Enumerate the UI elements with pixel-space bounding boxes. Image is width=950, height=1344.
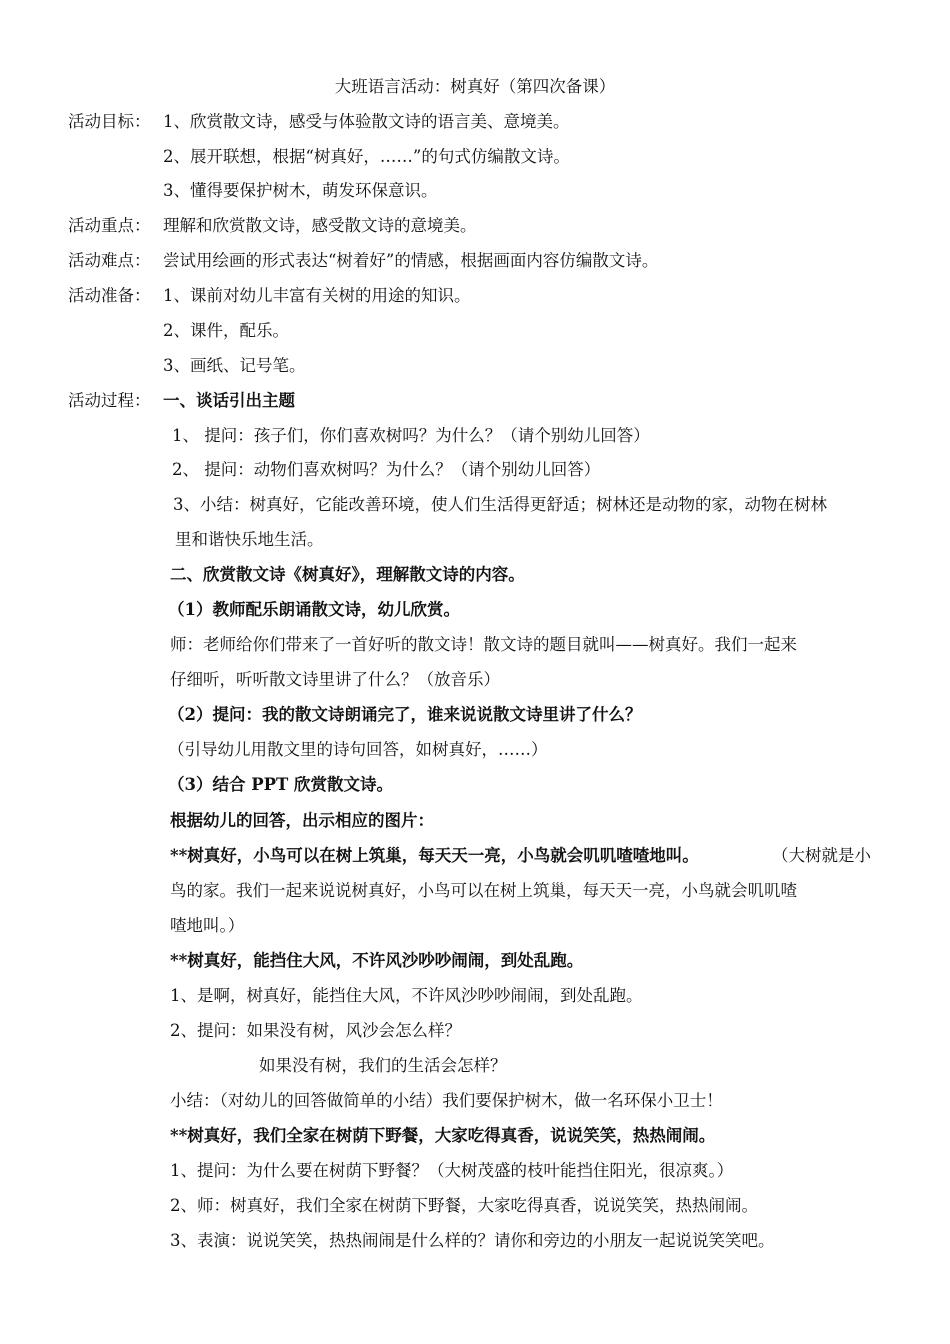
verse-3-line-3: 3、表演：说说笑笑，热热闹闹是什么样的？请你和旁边的小朋友一起说说笑笑吧。 <box>170 1231 775 1250</box>
prep-3: 3、画纸、记号笔。 <box>163 356 306 375</box>
s1-summary-line-1: 3、小结：树真好，它能改善环境，使人们生活得更舒适；树林还是动物的家，动物在树林 <box>173 495 827 514</box>
verse-1-note-c: 喳地叫。） <box>170 916 245 935</box>
key-label: 活动重点： <box>68 216 151 235</box>
s1-question-2: 2、 提问：动物们喜欢树吗？为什么？（请个别幼儿回答） <box>172 460 601 479</box>
verse-3: **树真好，我们全家在树荫下野餐，大家吃得真香，说说笑笑，热热闹闹。 <box>170 1126 716 1145</box>
section2-title: 二、欣赏散文诗《树真好》，理解散文诗的内容。 <box>170 565 525 584</box>
s2-teacher-line-2: 仔细听，听听散文诗里讲了什么？（放音乐） <box>170 670 500 689</box>
process-label: 活动过程： <box>68 391 151 410</box>
verse-2-line-1: 1、是啊，树真好，能挡住大风，不许风沙吵吵闹闹，到处乱跑。 <box>170 986 643 1005</box>
s2-step-1: （1）教师配乐朗诵散文诗，幼儿欣赏。 <box>168 600 460 619</box>
goal-1: 1、欣赏散文诗，感受与体验散文诗的语言美、意境美。 <box>163 112 570 131</box>
goal-2: 2、展开联想，根据“树真好，……”的句式仿编散文诗。 <box>163 147 570 166</box>
goals-label: 活动目标： <box>68 112 151 131</box>
verse-1-note-b: 鸟的家。我们一起来说说树真好，小鸟可以在树上筑巢，每天天一亮，小鸟就会叽叽喳 <box>170 881 797 900</box>
s2-step-3: （3）结合 PPT 欣赏散文诗。 <box>168 775 394 794</box>
section1-title: 一、谈话引出主题 <box>163 391 295 410</box>
document-title: 大班语言活动：树真好（第四次备课） <box>334 77 616 96</box>
verse-2-line-3: 如果没有树，我们的生活会怎样？ <box>259 1056 507 1075</box>
s1-summary-line-2: 里和谐快乐地生活。 <box>175 530 324 549</box>
prep-label: 活动准备： <box>68 286 151 305</box>
verse-1: **树真好，小鸟可以在树上筑巢，每天天一亮，小鸟就会叽叽喳喳地叫。 <box>170 846 699 865</box>
s1-question-1: 1、 提问：孩子们，你们喜欢树吗？为什么？（请个别幼儿回答） <box>172 426 650 445</box>
key-text: 理解和欣赏散文诗，感受散文诗的意境美。 <box>163 216 477 235</box>
verse-3-line-1: 1、提问：为什么要在树荫下野餐？（大树茂盛的枝叶能挡住阳光，很凉爽。） <box>170 1161 734 1180</box>
prep-1: 1、课前对幼儿丰富有关树的用途的知识。 <box>163 286 471 305</box>
verse-2-line-2: 2、提问：如果没有树，风沙会怎么样？ <box>170 1021 461 1040</box>
s2-step-2: （2）提问：我的散文诗朗诵完了，谁来说说散文诗里讲了什么？ <box>168 705 642 724</box>
verse-2-summary: 小结：（对幼儿的回答做简单的小结）我们要保护树木，做一名环保小卫士！ <box>170 1091 723 1110</box>
verse-2: **树真好，能挡住大风，不许风沙吵吵闹闹，到处乱跑。 <box>170 951 584 970</box>
verse-1-note-a: （大树就是小 <box>772 846 871 865</box>
s2-show-pictures: 根据幼儿的回答，出示相应的图片： <box>170 811 434 830</box>
s2-guide: （引导幼儿用散文里的诗句回答，如树真好，……） <box>168 740 548 759</box>
difficulty-label: 活动难点： <box>68 251 151 270</box>
prep-2: 2、课件，配乐。 <box>163 321 289 340</box>
verse-3-line-2: 2、师：树真好，我们全家在树荫下野餐，大家吃得真香，说说笑笑，热热闹闹。 <box>170 1196 758 1215</box>
goal-3: 3、懂得要保护树木，萌发环保意识。 <box>163 181 438 200</box>
s2-teacher-line-1: 师：老师给你们带来了一首好听的散文诗！散文诗的题目就叫——树真好。我们一起来 <box>170 635 797 654</box>
difficulty-text: 尝试用绘画的形式表达“树着好”的情感，根据画面内容仿编散文诗。 <box>163 251 659 270</box>
